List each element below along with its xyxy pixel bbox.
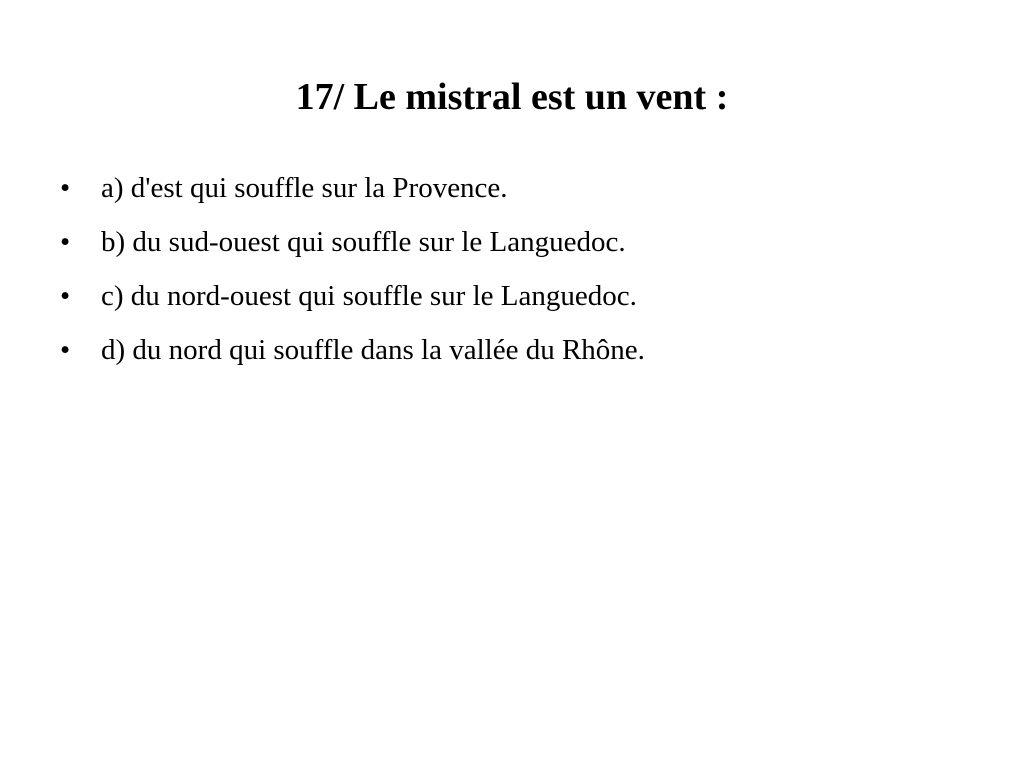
answer-option-c: c) du nord-ouest qui souffle sur le Languedoc. (101, 280, 637, 312)
slide-title: 17/ Le mistral est un vent : (295, 76, 729, 118)
answer-option-d: d) du nord qui souffle dans la vallée du Rhône. (101, 334, 645, 366)
bullet-icon: • (60, 172, 71, 204)
answer-option-a: a) d'est qui souffle sur la Provence. (101, 172, 508, 204)
list-item-c (60, 274, 980, 328)
bullet-icon: • (60, 280, 71, 312)
list-item-b (60, 220, 980, 274)
bullet-icon: • (60, 226, 71, 258)
list-item-a (60, 166, 980, 220)
bullet-icon: • (60, 334, 71, 366)
list-item-d (60, 328, 980, 382)
answer-option-b: b) du sud-ouest qui souffle sur le Languedoc. (101, 226, 626, 258)
answer-list (60, 166, 980, 382)
